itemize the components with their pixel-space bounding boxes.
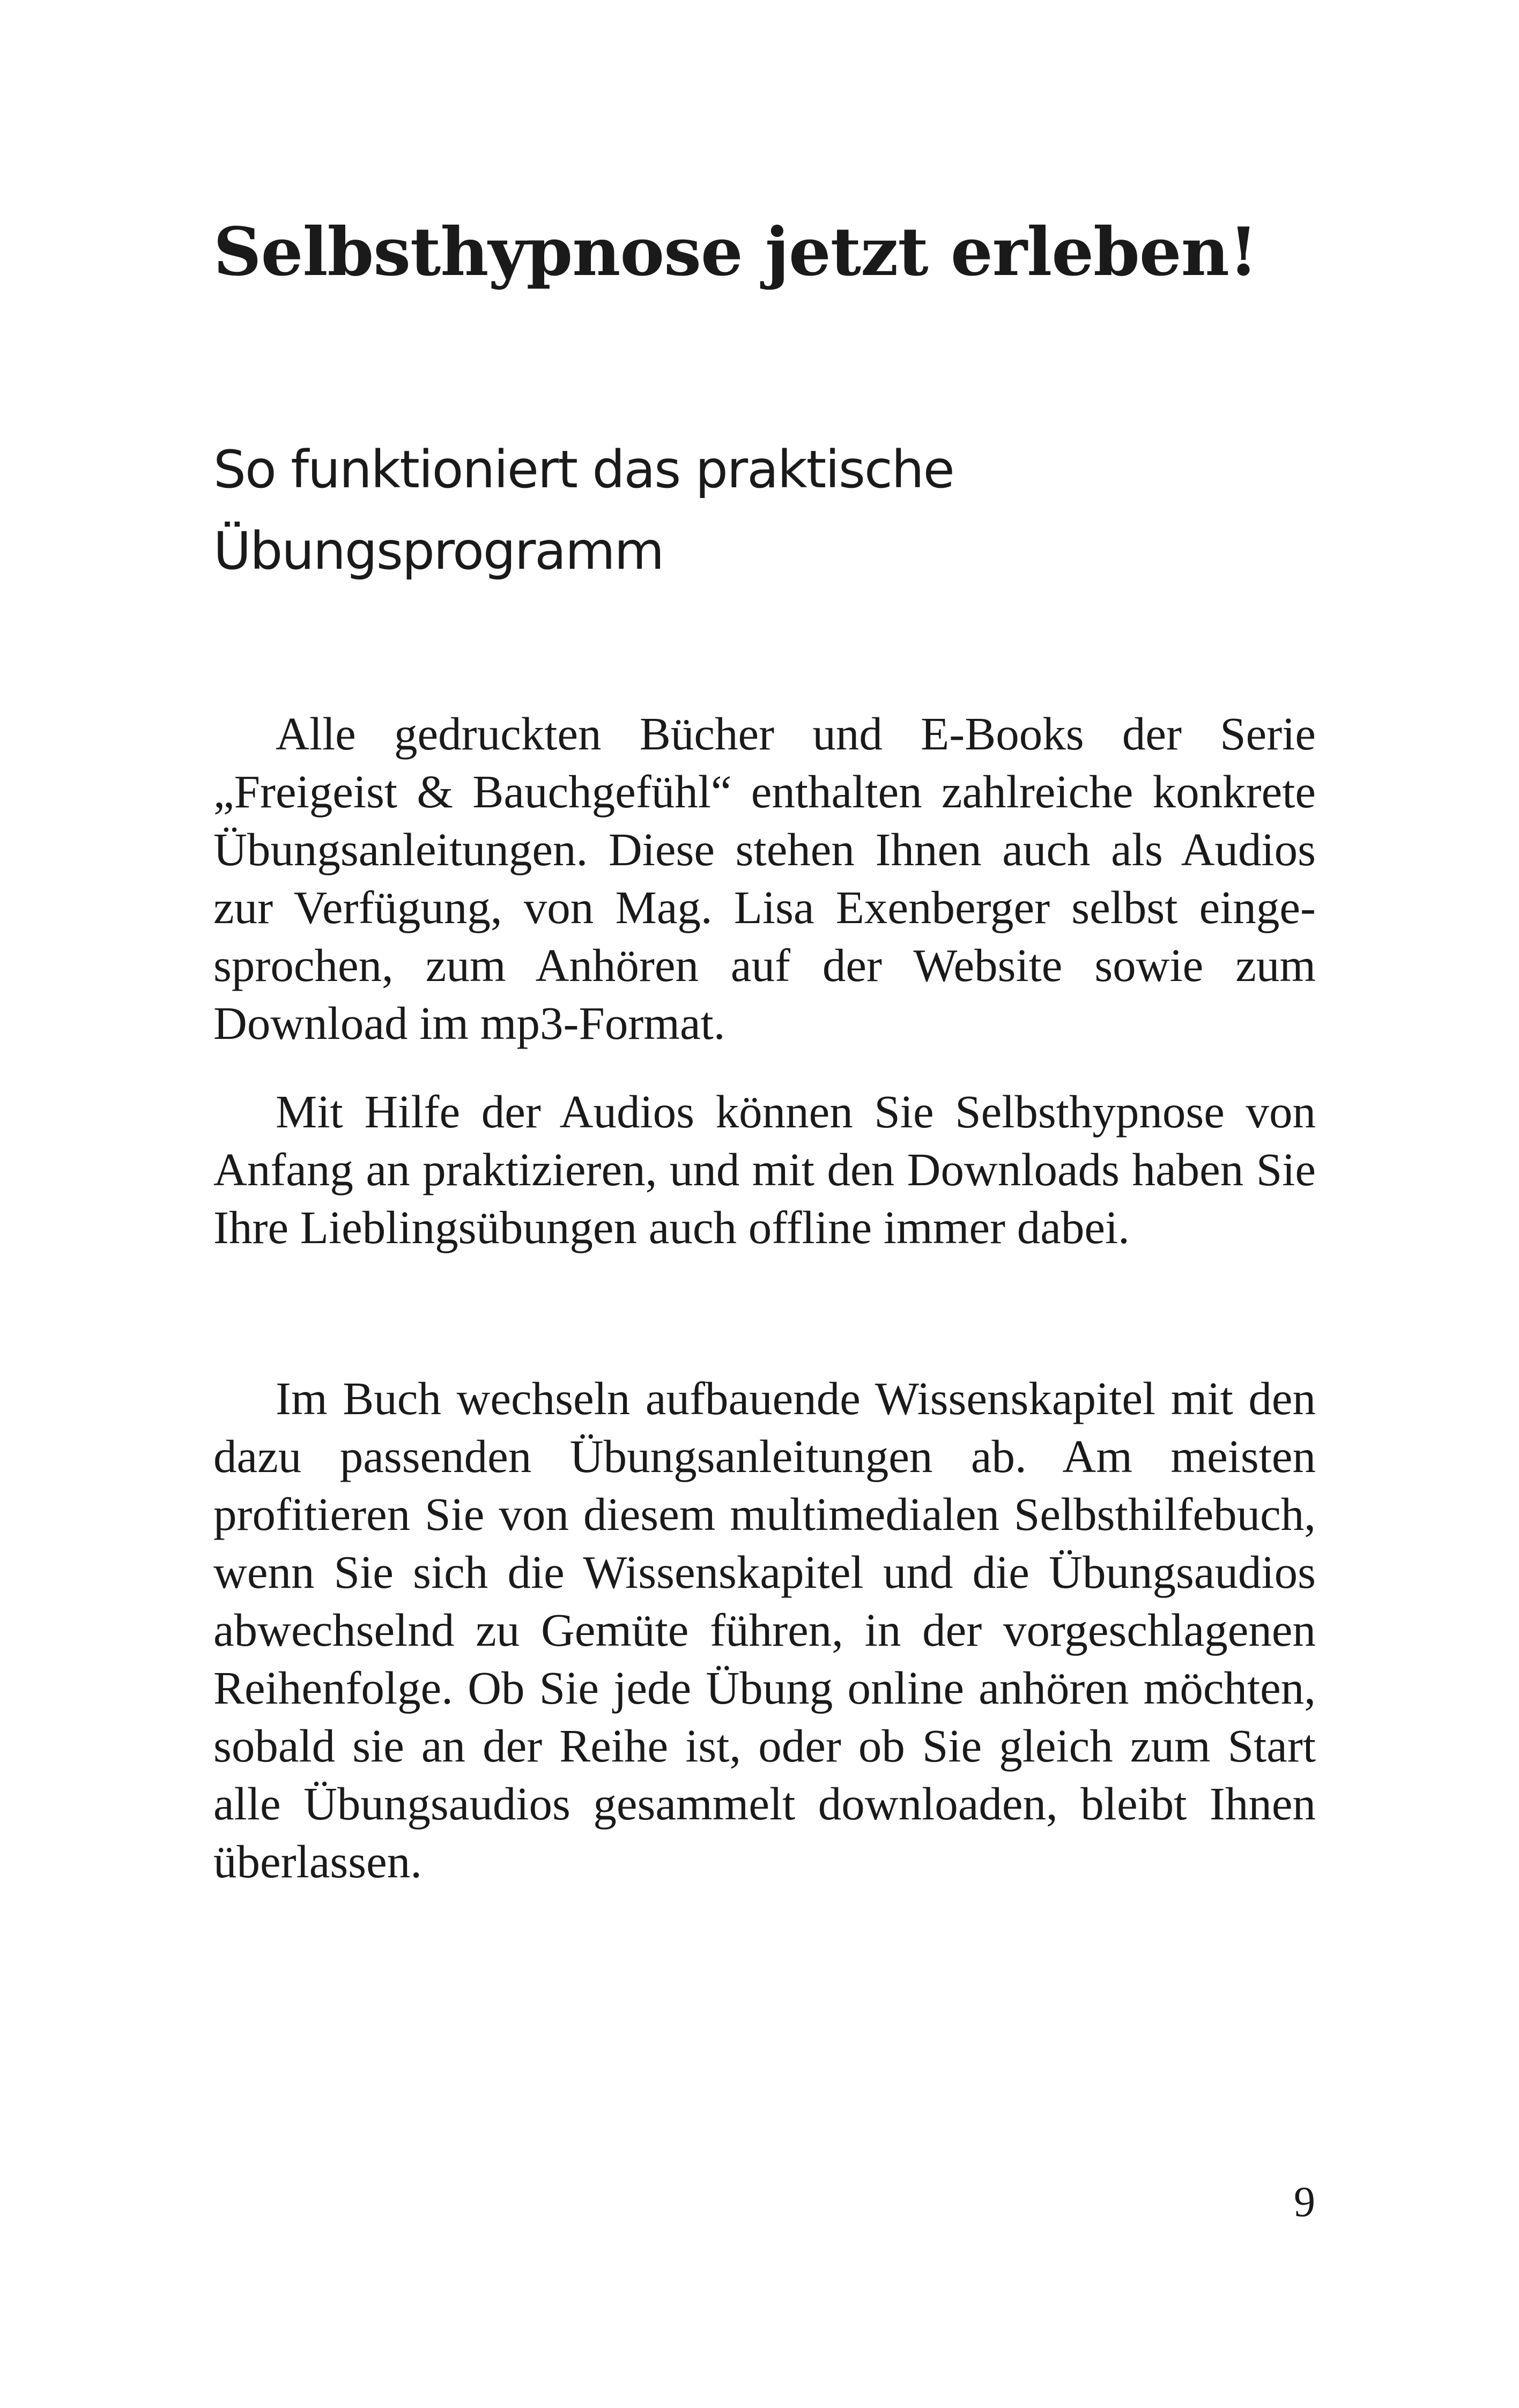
chapter-subtitle: So funktioniert das praktische Übungsprogramm (213, 440, 954, 581)
chapter-title: Selbsthypnose jetzt erleben! (213, 213, 1258, 291)
paragraph-3: Im Buch wechseln aufbauende Wissenskapitel mit den dazu passenden Übungsanleitungen ab. Am meisten profitieren Sie von diesem multimedialen Selbsthilfebuch, wenn Sie sich die Wissenskapitel und die Übungsaudios abwechselnd zu Gemüte führen, in der vorgeschlagenen Reihenfolge. Ob Sie jede Übung online anhören möchten, sobald sie an der Reihe ist, oder ob Sie gleich zum Start alle Übungsaudios gesammelt downloaden, bleibt Ihnen überlassen. (213, 1372, 1316, 1887)
paragraph-2: Mit Hilfe der Audios können Sie Selbsthypnose von Anfang an praktizieren, und mit den Downloads haben Sie Ihre Lieblingsübungen auch offline immer dabei. (213, 1086, 1316, 1253)
page-number: 9 (1294, 2179, 1315, 2226)
paragraph-1: Alle gedruckten Bücher und E-Books der Serie „Freigeist & Bauchgefühl“ enthalten zahlreiche konkrete Übungsanleitungen. Diese stehen Ihnen auch als Audios zur Verfügung, von Mag. Lisa Exenberger selbst eingesprochen, zum Anhören auf der Website sowie zum Download im mp3-Format. (213, 708, 1316, 1049)
